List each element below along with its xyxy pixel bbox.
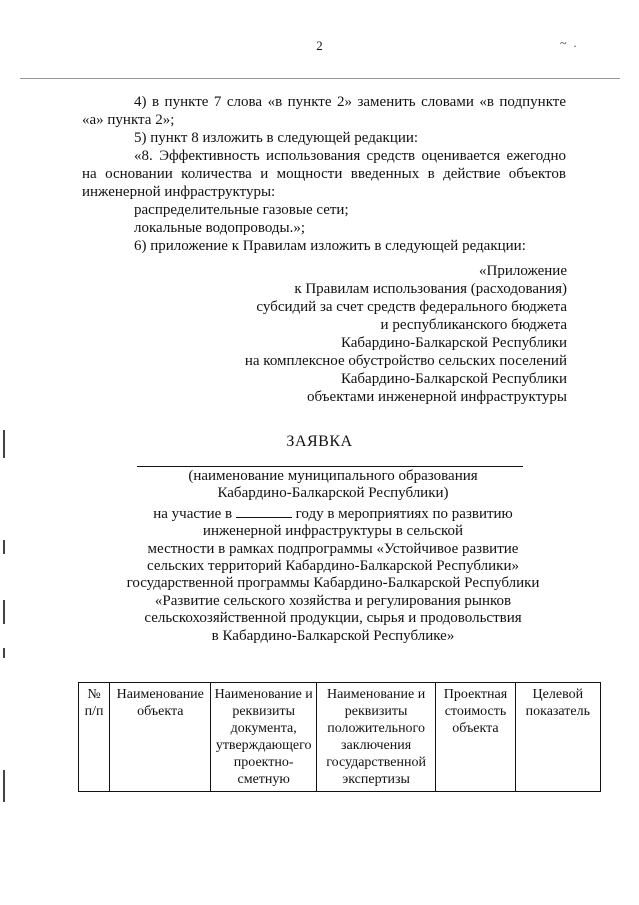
fill-in-line <box>137 466 523 467</box>
year-suffix: году в мероприятиях по развитию <box>295 505 513 522</box>
scan-edge-mark <box>3 600 5 624</box>
subtitle-line: местности в рамках подпрограммы «Устойчивое развитие <box>147 540 519 557</box>
appendix-header <box>245 262 567 406</box>
appendix-line: Кабардино-Балкарской Республики <box>340 371 567 387</box>
paragraph-item-6: 6) приложение к Правилам изложить в следующей редакции: <box>134 238 526 254</box>
appendix-line: и республиканского бюджета <box>380 317 567 333</box>
column-header-expertise-conclusion: Наименование и реквизиты положительного заключения государственной экспертизы <box>316 683 435 792</box>
subtitle-line: в Кабардино-Балкарской Республике» <box>211 627 455 644</box>
scan-edge-mark <box>3 770 5 802</box>
subtitle-line: государственной программы Кабардино-Балкарской Республики <box>126 575 540 592</box>
column-header-number: № п/п <box>79 683 110 792</box>
column-header-object-name: Наименование объекта <box>110 683 211 792</box>
subtitle-line: Кабардино-Балкарской Республики) <box>217 485 449 502</box>
paragraph-item-5: 5) пункт 8 изложить в следующей редакции: <box>134 130 419 146</box>
application-subtitle <box>100 468 566 645</box>
subtitle-line: сельскохозяйственной продукции, сырья и продовольствия <box>144 610 522 627</box>
page-number: 2 <box>316 38 323 53</box>
application-title: ЗАЯВКА <box>286 433 353 450</box>
appendix-line: субсидий за счет средств федерального бюджета <box>256 299 567 315</box>
scan-corner-mark: ~ . <box>560 36 579 50</box>
subtitle-line: сельских территорий Кабардино-Балкарской Республики» <box>146 558 519 575</box>
scan-edge-mark <box>3 540 5 554</box>
subtitle-line-year <box>100 503 566 523</box>
list-item-gas: распределительные газовые сети; <box>134 202 349 218</box>
paragraph-item-8: «8. Эффективность использования средств оценивается ежегодно на основании количества и мощности введенных в действие объектов инженерной инфраструктуры: <box>82 148 566 200</box>
subtitle-line: инженерной инфраструктуры в сельской <box>202 523 464 540</box>
appendix-line: к Правилам использования (расходования) <box>294 281 567 297</box>
table-header-row <box>79 683 601 792</box>
appendix-line: объектами инженерной инфраструктуры <box>307 389 567 405</box>
subtitle-line: «Развитие сельского хозяйства и регулирования рынков <box>154 592 512 609</box>
scan-edge-mark <box>3 648 5 658</box>
appendix-line: «Приложение <box>478 263 567 279</box>
column-header-design-cost: Проектная стоимость объекта <box>436 683 515 792</box>
column-header-design-document: Наименование и реквизиты документа, утверждающего проектно-сметную <box>211 683 316 792</box>
appendix-line: на комплексное обустройство сельских поселений <box>244 353 567 369</box>
year-blank <box>236 503 292 518</box>
list-item-water: локальные водопроводы.»; <box>134 220 306 236</box>
appendix-line: Кабардино-Балкарской Республики <box>340 335 567 351</box>
paragraph-item-4: 4) в пункте 7 слова «в пункте 2» заменить словами «в подпункте «а» пункта 2»; <box>82 94 566 128</box>
subtitle-line: (наименование муниципального образования <box>188 468 478 484</box>
year-prefix: на участие в <box>153 505 233 522</box>
application-table <box>78 682 601 792</box>
column-header-target-indicator: Целевой показатель <box>515 683 600 792</box>
scan-artifact-line <box>20 78 620 79</box>
